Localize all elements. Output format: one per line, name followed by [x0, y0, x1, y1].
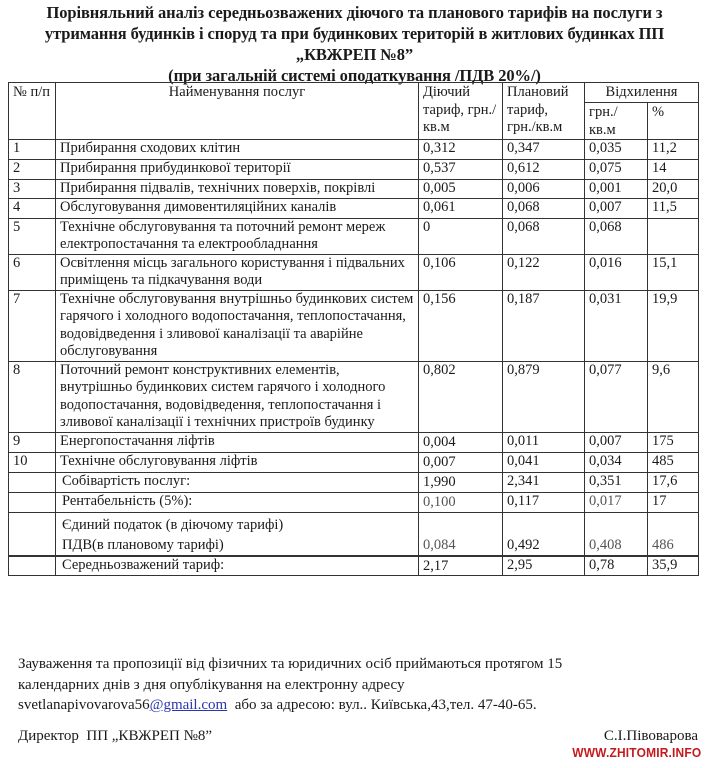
deviation-pct: 17: [648, 492, 699, 512]
planned-tariff: 0,122: [503, 254, 585, 290]
postal-address: або за адресою: вул.. Київська,43,тел. 47-40-65.: [227, 697, 537, 713]
current-tariff: 0,084: [419, 512, 503, 556]
summary-label: Рентабельність (5%):: [56, 492, 419, 512]
service-name: Енергопостачання ліфтів: [56, 432, 419, 452]
deviation-pct: 19,9: [648, 290, 699, 361]
row-number: 7: [9, 290, 56, 361]
table-row: [9, 140, 699, 160]
current-tariff: 0,802: [419, 361, 503, 432]
planned-tariff: 0,347: [503, 140, 585, 160]
row-number: 6: [9, 254, 56, 290]
table-row: [9, 198, 699, 218]
deviation-abs: 0,016: [585, 254, 648, 290]
director-name: С.І.Півоварова: [603, 728, 698, 744]
deviation-abs: 0,031: [585, 290, 648, 361]
deviation-pct: 11,2: [648, 140, 699, 160]
deviation-abs: 0,034: [585, 452, 648, 472]
planned-tariff: 0,117: [503, 492, 585, 512]
service-name: Технічне обслуговування внутрішньо будинкових систем гарячого і холодного водопостачання, теплопостачання, водовідведення і зливової каналізації та аварійне обслуговування: [56, 290, 419, 361]
current-tariff: 0,312: [419, 140, 503, 160]
deviation-abs: 0,017: [585, 492, 648, 512]
header-planned-tariff: Плановий тариф, грн./кв.м: [503, 83, 585, 140]
planned-tariff: 0,612: [503, 160, 585, 180]
deviation-abs: 0,408: [585, 512, 648, 556]
deviation-abs: 0,035: [585, 140, 648, 160]
planned-tariff: 0,068: [503, 198, 585, 218]
header-service-name: Найменування послуг: [56, 83, 419, 140]
email-user: svetlanapivovarova56: [18, 697, 150, 713]
site-watermark: WWW.ZHITOMIR.INFO: [571, 745, 701, 760]
table-row: [9, 452, 699, 472]
vat-label: ПДВ(в плановому тарифі): [62, 536, 224, 553]
service-name: Прибирання прибудинкової території: [56, 160, 419, 180]
service-name: Прибирання підвалів, технічних поверхів, покрівлі: [56, 180, 419, 199]
empty-cell: [9, 492, 56, 512]
planned-tariff: 0,041: [503, 452, 585, 472]
planned-tariff: 0,879: [503, 361, 585, 432]
current-tariff: 0,537: [419, 160, 503, 180]
deviation-abs: 0,077: [585, 361, 648, 432]
current-tariff: 0,005: [419, 180, 503, 199]
deviation-abs: 0,351: [585, 472, 648, 492]
email-link[interactable]: @gmail.com: [149, 697, 228, 713]
row-number: 9: [9, 432, 56, 452]
title-line-3: „КВЖРЕП №8”: [295, 45, 414, 64]
document-title: [0, 2, 709, 86]
summary-label: Середньозважений тариф:: [56, 556, 419, 576]
summary-row-profitability: [9, 492, 699, 512]
title-line-1: Порівняльний аналіз середньозважених діючого та планового тарифів на послуги з: [46, 3, 663, 22]
current-tariff: 1,990: [419, 472, 503, 492]
public-comment-notice: [18, 654, 698, 716]
deviation-abs: 0,068: [585, 218, 648, 254]
deviation-abs: 0,78: [585, 556, 648, 576]
header-deviation-pct: %: [648, 103, 699, 140]
table-row: [9, 160, 699, 180]
notice-line-3: [18, 695, 698, 716]
deviation-pct: 175: [648, 432, 699, 452]
planned-tariff: 2,341: [503, 472, 585, 492]
title-line-2: утримання будинків і споруд та при будинкових територій в житлових будинках ПП: [44, 24, 665, 43]
row-number: 2: [9, 160, 56, 180]
director-title: Директор ПП „КВЖРЕП №8”: [18, 728, 213, 744]
deviation-pct: [648, 218, 699, 254]
deviation-pct: 35,9: [648, 556, 699, 576]
service-name: Обслуговування димовентиляційних каналів: [56, 198, 419, 218]
empty-cell: [9, 556, 56, 576]
current-tariff: 0: [419, 218, 503, 254]
deviation-abs: 0,001: [585, 180, 648, 199]
empty-cell: [9, 472, 56, 492]
table-row: [9, 218, 699, 254]
tariff-comparison-table: [8, 82, 699, 576]
header-deviation-abs: грн./ кв.м: [585, 103, 648, 140]
summary-label: [56, 512, 419, 556]
row-number: 3: [9, 180, 56, 199]
deviation-pct: 485: [648, 452, 699, 472]
planned-tariff: 0,068: [503, 218, 585, 254]
service-name: Технічне обслуговування ліфтів: [56, 452, 419, 472]
summary-row-cost: [9, 472, 699, 492]
deviation-pct: 15,1: [648, 254, 699, 290]
table-row: [9, 432, 699, 452]
table-row: [9, 254, 699, 290]
summary-label: Собівартість послуг:: [56, 472, 419, 492]
signature-block: [18, 727, 698, 745]
header-current-tariff: Діючий тариф, грн./кв.м: [419, 83, 503, 140]
table-row: [9, 290, 699, 361]
service-name: Технічне обслуговування та поточний ремонт мереж електропостачання та електрообладнання: [56, 218, 419, 254]
planned-tariff: 0,011: [503, 432, 585, 452]
empty-cell: [9, 512, 56, 556]
deviation-pct: 11,5: [648, 198, 699, 218]
planned-tariff: 0,006: [503, 180, 585, 199]
row-number: 8: [9, 361, 56, 432]
notice-line-2: календарних днів з дня опублікування на електронну адресу: [18, 676, 405, 693]
current-tariff: 0,106: [419, 254, 503, 290]
row-number: 1: [9, 140, 56, 160]
summary-row-tax: [9, 512, 699, 556]
notice-line-1: Зауваження та пропозиції від фізичних та юридичних осіб приймаються протягом 15: [18, 656, 563, 672]
single-tax-label: Єдиний податок (в діючому тарифі): [62, 516, 284, 533]
deviation-abs: 0,007: [585, 432, 648, 452]
title-subtitle: (при загальній системі оподаткування /ПДВ 20%/): [168, 66, 541, 85]
service-name: Прибирання сходових клітин: [56, 140, 419, 160]
planned-tariff: 0,187: [503, 290, 585, 361]
row-number: 5: [9, 218, 56, 254]
deviation-pct: 486: [648, 512, 699, 556]
current-tariff: 0,004: [419, 432, 503, 452]
deviation-pct: 9,6: [648, 361, 699, 432]
table-row: [9, 361, 699, 432]
row-number: 4: [9, 198, 56, 218]
deviation-abs: 0,075: [585, 160, 648, 180]
planned-tariff: 2,95: [503, 556, 585, 576]
service-name: Освітлення місць загального користування і підвальних приміщень та підкачування води: [56, 254, 419, 290]
current-tariff: 0,061: [419, 198, 503, 218]
deviation-pct: 17,6: [648, 472, 699, 492]
summary-row-weighted-tariff: [9, 556, 699, 576]
table-row: [9, 180, 699, 199]
header-number: № п/п: [9, 83, 56, 140]
current-tariff: 0,100: [419, 492, 503, 512]
header-deviation: Відхилення: [585, 83, 699, 103]
deviation-pct: 20,0: [648, 180, 699, 199]
deviation-pct: 14: [648, 160, 699, 180]
planned-tariff: 0,492: [503, 512, 585, 556]
current-tariff: 0,007: [419, 452, 503, 472]
deviation-abs: 0,007: [585, 198, 648, 218]
current-tariff: 2,17: [419, 556, 503, 576]
row-number: 10: [9, 452, 56, 472]
service-name: Поточний ремонт конструктивних елементів, внутрішньо будинкових систем гарячого і холодного водопостачання, водовідведення, теплопостачання і зливової каналізації і технічних пристроїв будинку: [56, 361, 419, 432]
current-tariff: 0,156: [419, 290, 503, 361]
